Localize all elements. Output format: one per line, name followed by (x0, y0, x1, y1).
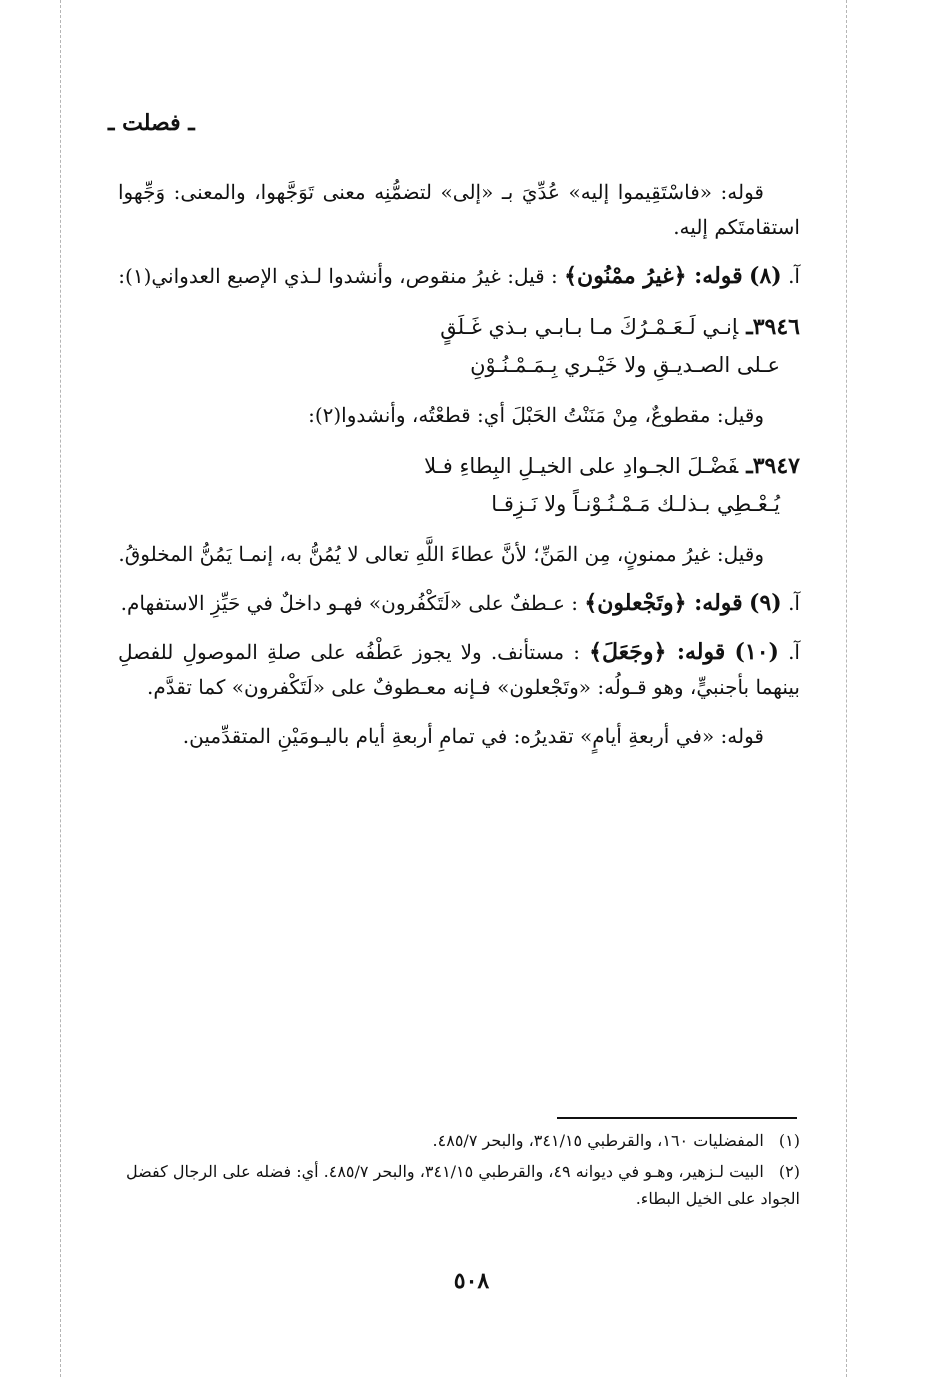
verse-prefix: آ. (788, 264, 800, 288)
paragraph-verse-10 (118, 635, 800, 705)
verse-number: (٩) (749, 590, 782, 616)
verse-number: (٨) (749, 263, 782, 289)
footnote-number: (٢) (778, 1162, 800, 1181)
footnote-divider (557, 1117, 797, 1119)
footnotes (118, 1127, 800, 1216)
paragraph-istiqama (118, 175, 800, 245)
poetry-verse-3947 (118, 447, 800, 523)
poetry-line-2: يُـعْـطِي بـذلـك مَـمْـنُـوْنـاً ولا نَـزِقـا (491, 492, 780, 516)
paragraph-text: قوله: «في أربعةِ أيامٍ» تقديرُه: في تمامِ أربعةِ أيام باليـومَيْنِ المتقدِّمين. (182, 724, 764, 748)
paragraph-text: قوله: «فاسْتَقِيموا إليه» عُدِّيَ بـ «إلى» لتضمُّنِه معنى تَوَجَّهوا، والمعنى: وَجِّهوا استقامتَكم إليه. (118, 180, 800, 239)
paragraph-maqtu (118, 398, 800, 433)
footnote-text: المفضليات ١٦٠، والقرطبي ٣٤١/١٥، والبحر ٤٨٥/٧. (432, 1131, 764, 1150)
verse-number: (١٠) (734, 639, 779, 665)
paragraph-text: : قيل: غيرُ منقوص، وأنشدوا لـذي الإصبع العدواني(١): (118, 264, 558, 288)
paragraph-text: : عـطفٌ على «لَتَكْفُرون» فهـو داخلٌ في حَيِّزِ الاستفهام. (120, 591, 579, 615)
verse-reference: قوله: ﴿غيرُ ممْنُون﴾ (564, 263, 743, 289)
poetry-verse-3946 (118, 308, 800, 384)
poetry-line-1 (118, 308, 800, 346)
poetry-number: ٣٩٤٧ـ (746, 453, 800, 479)
verse-prefix: آ. (788, 640, 800, 664)
page-number: ٥٠٨ (453, 1268, 490, 1294)
paragraph-verse-8 (118, 259, 800, 294)
footnote-text: البيت لـزهير، وهـو في ديوانه ٤٩، والقرطبي ٣٤١/١٥، والبحر ٤٨٥/٧. أي: فضله على الرجال كفضل الجواد على الخيل البطاء. (126, 1162, 800, 1208)
verse-reference: قوله: ﴿وتَجْعلون﴾ (584, 590, 743, 616)
poetry-line-2: عـلى الصـديـقِ ولا خَيْـري بِـمَـمْـنُـوْنِ (470, 353, 780, 377)
paragraph-text: وقيل: غيرُ ممنونٍ، مِن المَنِّ؛ لأنَّ عطاءَ اللَّهِ تعالى لا يُمُنُّ به، إنمـا يَمُنُّ المخلوقُ. (118, 542, 764, 566)
running-head: ـ فصلت ـ (108, 110, 195, 136)
paragraph-verse-9 (118, 586, 800, 621)
poetry-text: إنـي لَـعَـمْـرُكَ مـا بـابـي بـذي غَـلَقٍ (440, 315, 739, 339)
footnote-2 (118, 1158, 800, 1212)
poetry-line-1 (118, 447, 800, 485)
verse-reference: قوله: ﴿وجَعَلَ﴾ (589, 639, 726, 665)
footnote-1 (118, 1127, 800, 1154)
paragraph-text: وقيل: مقطوعٌ، مِنْ مَنَنْتُ الحَبْلَ أي: قطعْتُه، وأنشدوا(٢): (308, 403, 764, 427)
main-text (118, 175, 800, 768)
paragraph-arbaat-ayyam (118, 719, 800, 754)
poetry-number: ٣٩٤٦ـ (746, 314, 800, 340)
paragraph-mann (118, 537, 800, 572)
verse-prefix: آ. (788, 591, 800, 615)
paragraph-text: : مستأنف. ولا يجوز عَطْفُه على صلةِ الموصولِ للفصلِ بينهما بأجنبيٍّ، وهو قـولُه: «وتَجْعلون» فـإنه معـطوفٌ على «لَتَكْفرون» كما تقدَّم. (118, 640, 800, 699)
footnote-number: (١) (778, 1131, 800, 1150)
poetry-text: فَضْـلَ الجـوادِ على الخيـلِ البِطاءِ فـلا (424, 454, 739, 478)
